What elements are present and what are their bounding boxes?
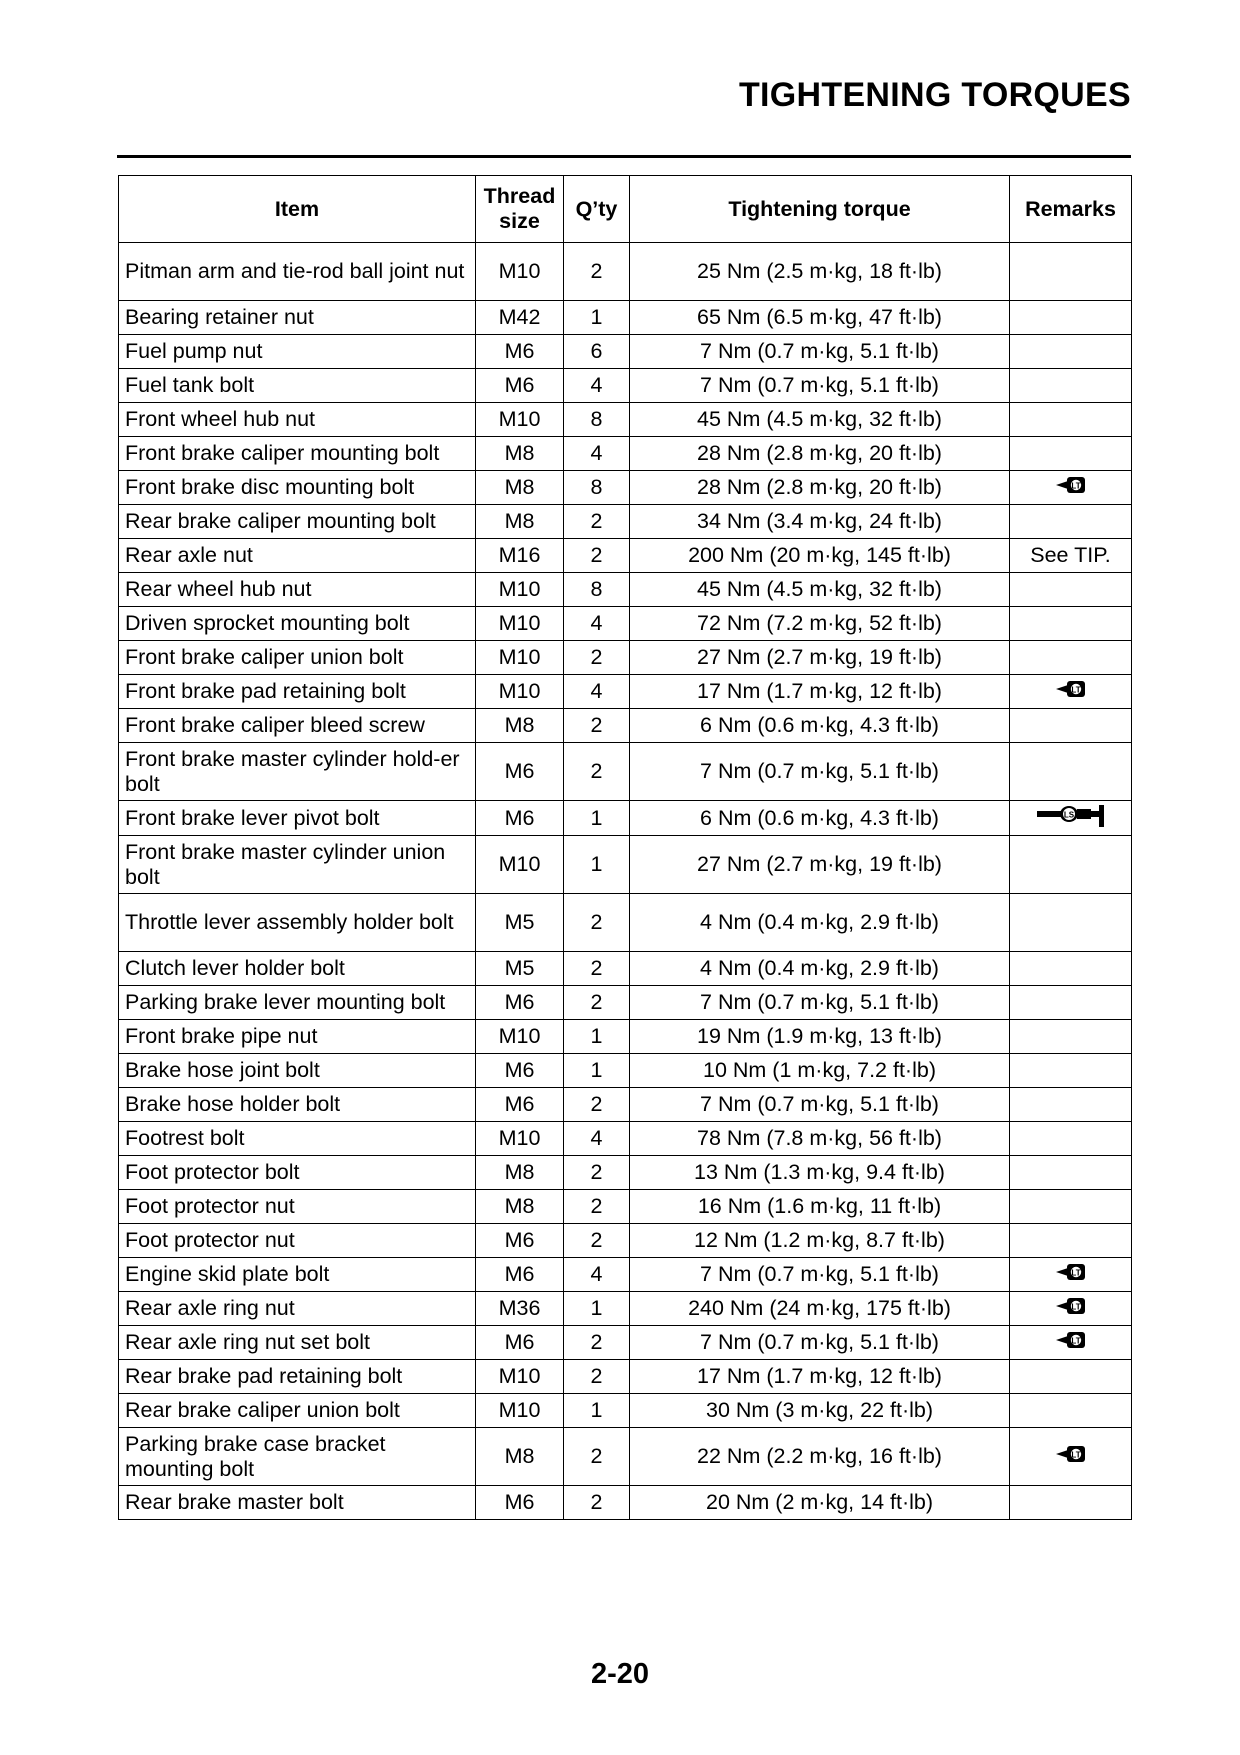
remarks-cell [1010, 1292, 1132, 1326]
table-row [119, 1020, 1132, 1054]
thread-size-cell: M6 [476, 743, 564, 801]
thread-size-cell: M36 [476, 1292, 564, 1326]
remarks-cell [1010, 1054, 1132, 1088]
torque-cell: 45 Nm (4.5 m·kg, 32 ft·lb) [630, 403, 1010, 437]
thread-size-cell: M6 [476, 986, 564, 1020]
thread-size-cell: M6 [476, 1258, 564, 1292]
torque-cell: 27 Nm (2.7 m·kg, 19 ft·lb) [630, 836, 1010, 894]
table-header-row [119, 176, 1132, 243]
qty-cell: 2 [564, 894, 630, 952]
thread-size-cell: M8 [476, 709, 564, 743]
torque-cell: 19 Nm (1.9 m·kg, 13 ft·lb) [630, 1020, 1010, 1054]
qty-cell: 8 [564, 573, 630, 607]
remarks-cell [1010, 801, 1132, 836]
header-thread-size [476, 176, 564, 243]
remarks-cell [1010, 471, 1132, 505]
remark-text: See TIP. [1030, 543, 1111, 567]
remarks-cell [1010, 743, 1132, 801]
remarks-cell [1010, 1428, 1132, 1486]
item-cell: Foot protector bolt [119, 1156, 476, 1190]
table-row [119, 1326, 1132, 1360]
qty-cell: 2 [564, 539, 630, 573]
table-row [119, 1190, 1132, 1224]
torque-cell: 7 Nm (0.7 m·kg, 5.1 ft·lb) [630, 743, 1010, 801]
item-cell: Throttle lever assembly holder bolt [119, 894, 476, 952]
table-row [119, 1122, 1132, 1156]
remarks-cell [1010, 301, 1132, 335]
item-cell: Front brake pipe nut [119, 1020, 476, 1054]
qty-cell: 2 [564, 1190, 630, 1224]
item-cell: Rear axle ring nut set bolt [119, 1326, 476, 1360]
torque-cell: 240 Nm (24 m·kg, 175 ft·lb) [630, 1292, 1010, 1326]
thread-size-cell: M10 [476, 836, 564, 894]
table-row [119, 573, 1132, 607]
qty-cell: 6 [564, 335, 630, 369]
torque-cell: 27 Nm (2.7 m·kg, 19 ft·lb) [630, 641, 1010, 675]
qty-cell: 2 [564, 1156, 630, 1190]
remarks-cell [1010, 1224, 1132, 1258]
torque-cell: 13 Nm (1.3 m·kg, 9.4 ft·lb) [630, 1156, 1010, 1190]
thread-size-cell: M10 [476, 243, 564, 301]
thread-size-cell: M6 [476, 1054, 564, 1088]
torque-cell: 72 Nm (7.2 m·kg, 52 ft·lb) [630, 607, 1010, 641]
qty-cell: 1 [564, 1292, 630, 1326]
item-cell: Bearing retainer nut [119, 301, 476, 335]
remarks-cell [1010, 437, 1132, 471]
torque-cell: 7 Nm (0.7 m·kg, 5.1 ft·lb) [630, 1258, 1010, 1292]
remarks-cell [1010, 505, 1132, 539]
torque-cell: 10 Nm (1 m·kg, 7.2 ft·lb) [630, 1054, 1010, 1088]
table-row [119, 675, 1132, 709]
thread-size-cell: M10 [476, 1394, 564, 1428]
torque-cell: 20 Nm (2 m·kg, 14 ft·lb) [630, 1486, 1010, 1520]
thread-size-cell: M10 [476, 573, 564, 607]
table-row [119, 1292, 1132, 1326]
torque-cell: 45 Nm (4.5 m·kg, 32 ft·lb) [630, 573, 1010, 607]
thread-size-cell: M10 [476, 1360, 564, 1394]
item-cell: Rear brake master bolt [119, 1486, 476, 1520]
thread-size-cell: M6 [476, 369, 564, 403]
thread-size-cell: M6 [476, 801, 564, 836]
svg-text:LT: LT [1070, 685, 1081, 694]
svg-text:LT: LT [1070, 1450, 1081, 1459]
thread-size-cell: M10 [476, 675, 564, 709]
torque-cell: 30 Nm (3 m·kg, 22 ft·lb) [630, 1394, 1010, 1428]
table-row [119, 403, 1132, 437]
table-row [119, 1428, 1132, 1486]
remarks-cell [1010, 709, 1132, 743]
remarks-cell [1010, 403, 1132, 437]
table-row [119, 301, 1132, 335]
qty-cell: 1 [564, 836, 630, 894]
item-cell: Fuel tank bolt [119, 369, 476, 403]
item-cell: Driven sprocket mounting bolt [119, 607, 476, 641]
qty-cell: 1 [564, 301, 630, 335]
thread-size-cell: M16 [476, 539, 564, 573]
thread-size-cell: M5 [476, 952, 564, 986]
qty-cell: 1 [564, 1054, 630, 1088]
item-cell: Rear brake pad retaining bolt [119, 1360, 476, 1394]
qty-cell: 2 [564, 641, 630, 675]
locking-agent-icon [1054, 1328, 1088, 1358]
qty-cell: 2 [564, 243, 630, 301]
torque-cell: 200 Nm (20 m·kg, 145 ft·lb) [630, 539, 1010, 573]
item-cell: Rear axle nut [119, 539, 476, 573]
remarks-cell [1010, 539, 1132, 573]
qty-cell: 8 [564, 471, 630, 505]
table-row [119, 641, 1132, 675]
table-row [119, 709, 1132, 743]
thread-size-cell: M10 [476, 607, 564, 641]
thread-size-cell: M10 [476, 1122, 564, 1156]
torque-cell: 22 Nm (2.2 m·kg, 16 ft·lb) [630, 1428, 1010, 1486]
thread-size-cell: M10 [476, 403, 564, 437]
item-cell: Clutch lever holder bolt [119, 952, 476, 986]
item-cell: Front brake master cylinder union bolt [119, 836, 476, 894]
torque-cell: 4 Nm (0.4 m·kg, 2.9 ft·lb) [630, 894, 1010, 952]
thread-size-cell: M6 [476, 1224, 564, 1258]
torque-cell: 17 Nm (1.7 m·kg, 12 ft·lb) [630, 675, 1010, 709]
thread-size-cell: M8 [476, 1428, 564, 1486]
torque-table [118, 175, 1132, 1520]
table-row [119, 1394, 1132, 1428]
thread-size-cell: M5 [476, 894, 564, 952]
qty-cell: 1 [564, 801, 630, 836]
svg-text:LT: LT [1070, 1268, 1081, 1277]
thread-size-cell: M8 [476, 437, 564, 471]
qty-cell: 4 [564, 607, 630, 641]
torque-cell: 6 Nm (0.6 m·kg, 4.3 ft·lb) [630, 709, 1010, 743]
qty-cell: 4 [564, 369, 630, 403]
svg-text:LT: LT [1070, 481, 1081, 490]
qty-cell: 2 [564, 1360, 630, 1394]
header-item: Item [119, 176, 476, 243]
torque-cell: 7 Nm (0.7 m·kg, 5.1 ft·lb) [630, 335, 1010, 369]
torque-cell: 7 Nm (0.7 m·kg, 5.1 ft·lb) [630, 1326, 1010, 1360]
item-cell: Rear brake caliper union bolt [119, 1394, 476, 1428]
item-cell: Front wheel hub nut [119, 403, 476, 437]
item-cell: Engine skid plate bolt [119, 1258, 476, 1292]
item-cell: Front brake lever pivot bolt [119, 801, 476, 836]
table-row [119, 952, 1132, 986]
remarks-cell [1010, 243, 1132, 301]
locking-agent-icon [1054, 1442, 1088, 1472]
remarks-cell [1010, 952, 1132, 986]
table-row [119, 986, 1132, 1020]
table-row [119, 1054, 1132, 1088]
qty-cell: 1 [564, 1020, 630, 1054]
header-thread-line2: size [499, 209, 540, 233]
remarks-cell [1010, 1360, 1132, 1394]
remarks-cell [1010, 894, 1132, 952]
page-number: 2-20 [590, 1658, 650, 1690]
table-row [119, 471, 1132, 505]
item-cell: Rear wheel hub nut [119, 573, 476, 607]
remarks-cell [1010, 335, 1132, 369]
remarks-cell [1010, 607, 1132, 641]
thread-size-cell: M8 [476, 471, 564, 505]
qty-cell: 4 [564, 437, 630, 471]
thread-size-cell: M6 [476, 1486, 564, 1520]
torque-cell: 6 Nm (0.6 m·kg, 4.3 ft·lb) [630, 801, 1010, 836]
item-cell: Parking brake case bracket mounting bolt [119, 1428, 476, 1486]
remarks-cell [1010, 986, 1132, 1020]
item-cell: Pitman arm and tie-rod ball joint nut [119, 243, 476, 301]
torque-cell: 17 Nm (1.7 m·kg, 12 ft·lb) [630, 1360, 1010, 1394]
remarks-cell [1010, 1486, 1132, 1520]
remarks-cell [1010, 1020, 1132, 1054]
thread-size-cell: M6 [476, 1326, 564, 1360]
item-cell: Front brake disc mounting bolt [119, 471, 476, 505]
table-row [119, 1360, 1132, 1394]
header-rule [117, 155, 1131, 158]
torque-cell: 28 Nm (2.8 m·kg, 20 ft·lb) [630, 437, 1010, 471]
item-cell: Front brake caliper mounting bolt [119, 437, 476, 471]
remarks-cell [1010, 1258, 1132, 1292]
qty-cell: 2 [564, 952, 630, 986]
table-row [119, 1224, 1132, 1258]
item-cell: Foot protector nut [119, 1190, 476, 1224]
thread-size-cell: M10 [476, 1020, 564, 1054]
qty-cell: 2 [564, 505, 630, 539]
torque-cell: 78 Nm (7.8 m·kg, 56 ft·lb) [630, 1122, 1010, 1156]
header-tightening-torque: Tightening torque [630, 176, 1010, 243]
table-row [119, 1156, 1132, 1190]
silicone-grease-icon [1035, 801, 1107, 835]
locking-agent-icon [1054, 473, 1088, 503]
qty-cell: 4 [564, 1122, 630, 1156]
table-body [119, 243, 1132, 1520]
locking-agent-icon [1054, 677, 1088, 707]
item-cell: Fuel pump nut [119, 335, 476, 369]
table-row [119, 335, 1132, 369]
qty-cell: 2 [564, 1486, 630, 1520]
thread-size-cell: M6 [476, 335, 564, 369]
remarks-cell [1010, 1088, 1132, 1122]
table-row [119, 369, 1132, 403]
torque-cell: 7 Nm (0.7 m·kg, 5.1 ft·lb) [630, 369, 1010, 403]
table-row [119, 894, 1132, 952]
thread-size-cell: M8 [476, 1156, 564, 1190]
thread-size-cell: M6 [476, 1088, 564, 1122]
item-cell: Brake hose holder bolt [119, 1088, 476, 1122]
torque-cell: 7 Nm (0.7 m·kg, 5.1 ft·lb) [630, 1088, 1010, 1122]
item-cell: Front brake caliper union bolt [119, 641, 476, 675]
remarks-cell [1010, 641, 1132, 675]
remarks-cell [1010, 369, 1132, 403]
torque-cell: 28 Nm (2.8 m·kg, 20 ft·lb) [630, 471, 1010, 505]
qty-cell: 2 [564, 986, 630, 1020]
thread-size-cell: M8 [476, 505, 564, 539]
qty-cell: 2 [564, 1224, 630, 1258]
svg-text:LT: LT [1070, 1302, 1081, 1311]
qty-cell: 2 [564, 1326, 630, 1360]
torque-cell: 7 Nm (0.7 m·kg, 5.1 ft·lb) [630, 986, 1010, 1020]
item-cell: Footrest bolt [119, 1122, 476, 1156]
page-title: TIGHTENING TORQUES [738, 76, 1131, 114]
torque-cell: 4 Nm (0.4 m·kg, 2.9 ft·lb) [630, 952, 1010, 986]
torque-cell: 12 Nm (1.2 m·kg, 8.7 ft·lb) [630, 1224, 1010, 1258]
header-thread-line1: Thread [483, 184, 556, 208]
remarks-cell [1010, 1156, 1132, 1190]
remarks-cell [1010, 675, 1132, 709]
item-cell: Rear brake caliper mounting bolt [119, 505, 476, 539]
table-row [119, 836, 1132, 894]
item-cell: Rear axle ring nut [119, 1292, 476, 1326]
table-row [119, 243, 1132, 301]
qty-cell: 2 [564, 1088, 630, 1122]
table-row [119, 801, 1132, 836]
thread-size-cell: M42 [476, 301, 564, 335]
remarks-cell [1010, 1190, 1132, 1224]
remarks-cell [1010, 1122, 1132, 1156]
qty-cell: 4 [564, 675, 630, 709]
qty-cell: 1 [564, 1394, 630, 1428]
item-cell: Front brake caliper bleed screw [119, 709, 476, 743]
table-row [119, 437, 1132, 471]
item-cell: Brake hose joint bolt [119, 1054, 476, 1088]
qty-cell: 2 [564, 709, 630, 743]
svg-text:LT: LT [1070, 1336, 1081, 1345]
locking-agent-icon [1054, 1260, 1088, 1290]
torque-cell: 16 Nm (1.6 m·kg, 11 ft·lb) [630, 1190, 1010, 1224]
torque-cell: 65 Nm (6.5 m·kg, 47 ft·lb) [630, 301, 1010, 335]
table-row [119, 743, 1132, 801]
qty-cell: 8 [564, 403, 630, 437]
thread-size-cell: M10 [476, 641, 564, 675]
remarks-cell [1010, 1326, 1132, 1360]
item-cell: Foot protector nut [119, 1224, 476, 1258]
locking-agent-icon [1054, 1294, 1088, 1324]
svg-text:LS: LS [1063, 810, 1074, 820]
table-row [119, 607, 1132, 641]
torque-cell: 25 Nm (2.5 m·kg, 18 ft·lb) [630, 243, 1010, 301]
table-row [119, 539, 1132, 573]
header-remarks: Remarks [1010, 176, 1132, 243]
qty-cell: 2 [564, 1428, 630, 1486]
item-cell: Front brake pad retaining bolt [119, 675, 476, 709]
item-cell: Parking brake lever mounting bolt [119, 986, 476, 1020]
table-row [119, 505, 1132, 539]
thread-size-cell: M8 [476, 1190, 564, 1224]
torque-cell: 34 Nm (3.4 m·kg, 24 ft·lb) [630, 505, 1010, 539]
table-row [119, 1088, 1132, 1122]
header-qty: Q’ty [564, 176, 630, 243]
remarks-cell [1010, 1394, 1132, 1428]
qty-cell: 2 [564, 743, 630, 801]
item-cell: Front brake master cylinder hold-er bolt [119, 743, 476, 801]
remarks-cell [1010, 836, 1132, 894]
remarks-cell [1010, 573, 1132, 607]
qty-cell: 4 [564, 1258, 630, 1292]
table-row [119, 1258, 1132, 1292]
table-row [119, 1486, 1132, 1520]
